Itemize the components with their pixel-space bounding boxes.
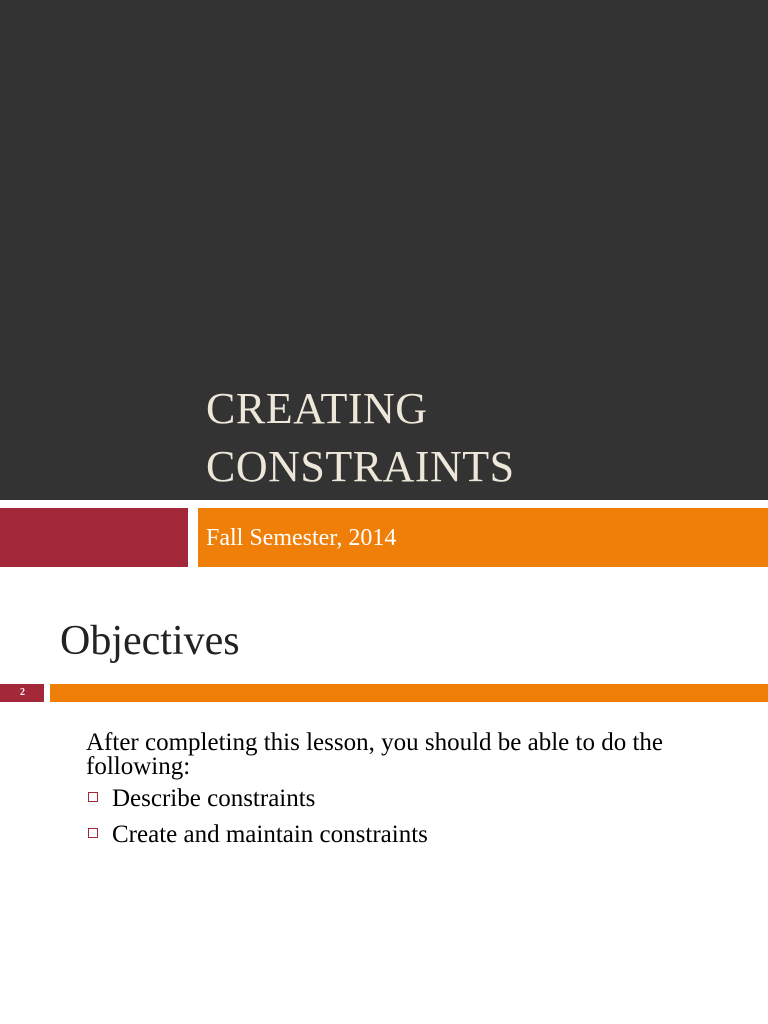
objectives-slide bbox=[0, 571, 768, 1024]
slide-title bbox=[206, 380, 515, 496]
objectives-list bbox=[86, 785, 428, 857]
hollow-square-bullet-icon bbox=[88, 792, 98, 802]
intro-text: After completing this lesson, you should be able to do the following: bbox=[86, 729, 663, 780]
list-item bbox=[86, 821, 428, 849]
list-item bbox=[86, 785, 428, 813]
red-accent-block bbox=[0, 508, 188, 567]
header-divider-bar bbox=[50, 684, 768, 702]
title-line-2: CONSTRAINTS bbox=[206, 442, 515, 491]
hollow-square-bullet-icon bbox=[88, 828, 98, 838]
bullet-text: Create and maintain constraints bbox=[112, 821, 428, 848]
page-number-badge bbox=[0, 684, 44, 702]
title-line-1: CREATING bbox=[206, 384, 428, 433]
page-number: 2 bbox=[20, 687, 25, 698]
bullet-text: Describe constraints bbox=[112, 785, 316, 812]
subtitle-bar bbox=[198, 508, 768, 567]
objectives-title: Objectives bbox=[60, 618, 240, 664]
title-background bbox=[0, 0, 768, 500]
slide-subtitle: Fall Semester, 2014 bbox=[206, 525, 397, 551]
